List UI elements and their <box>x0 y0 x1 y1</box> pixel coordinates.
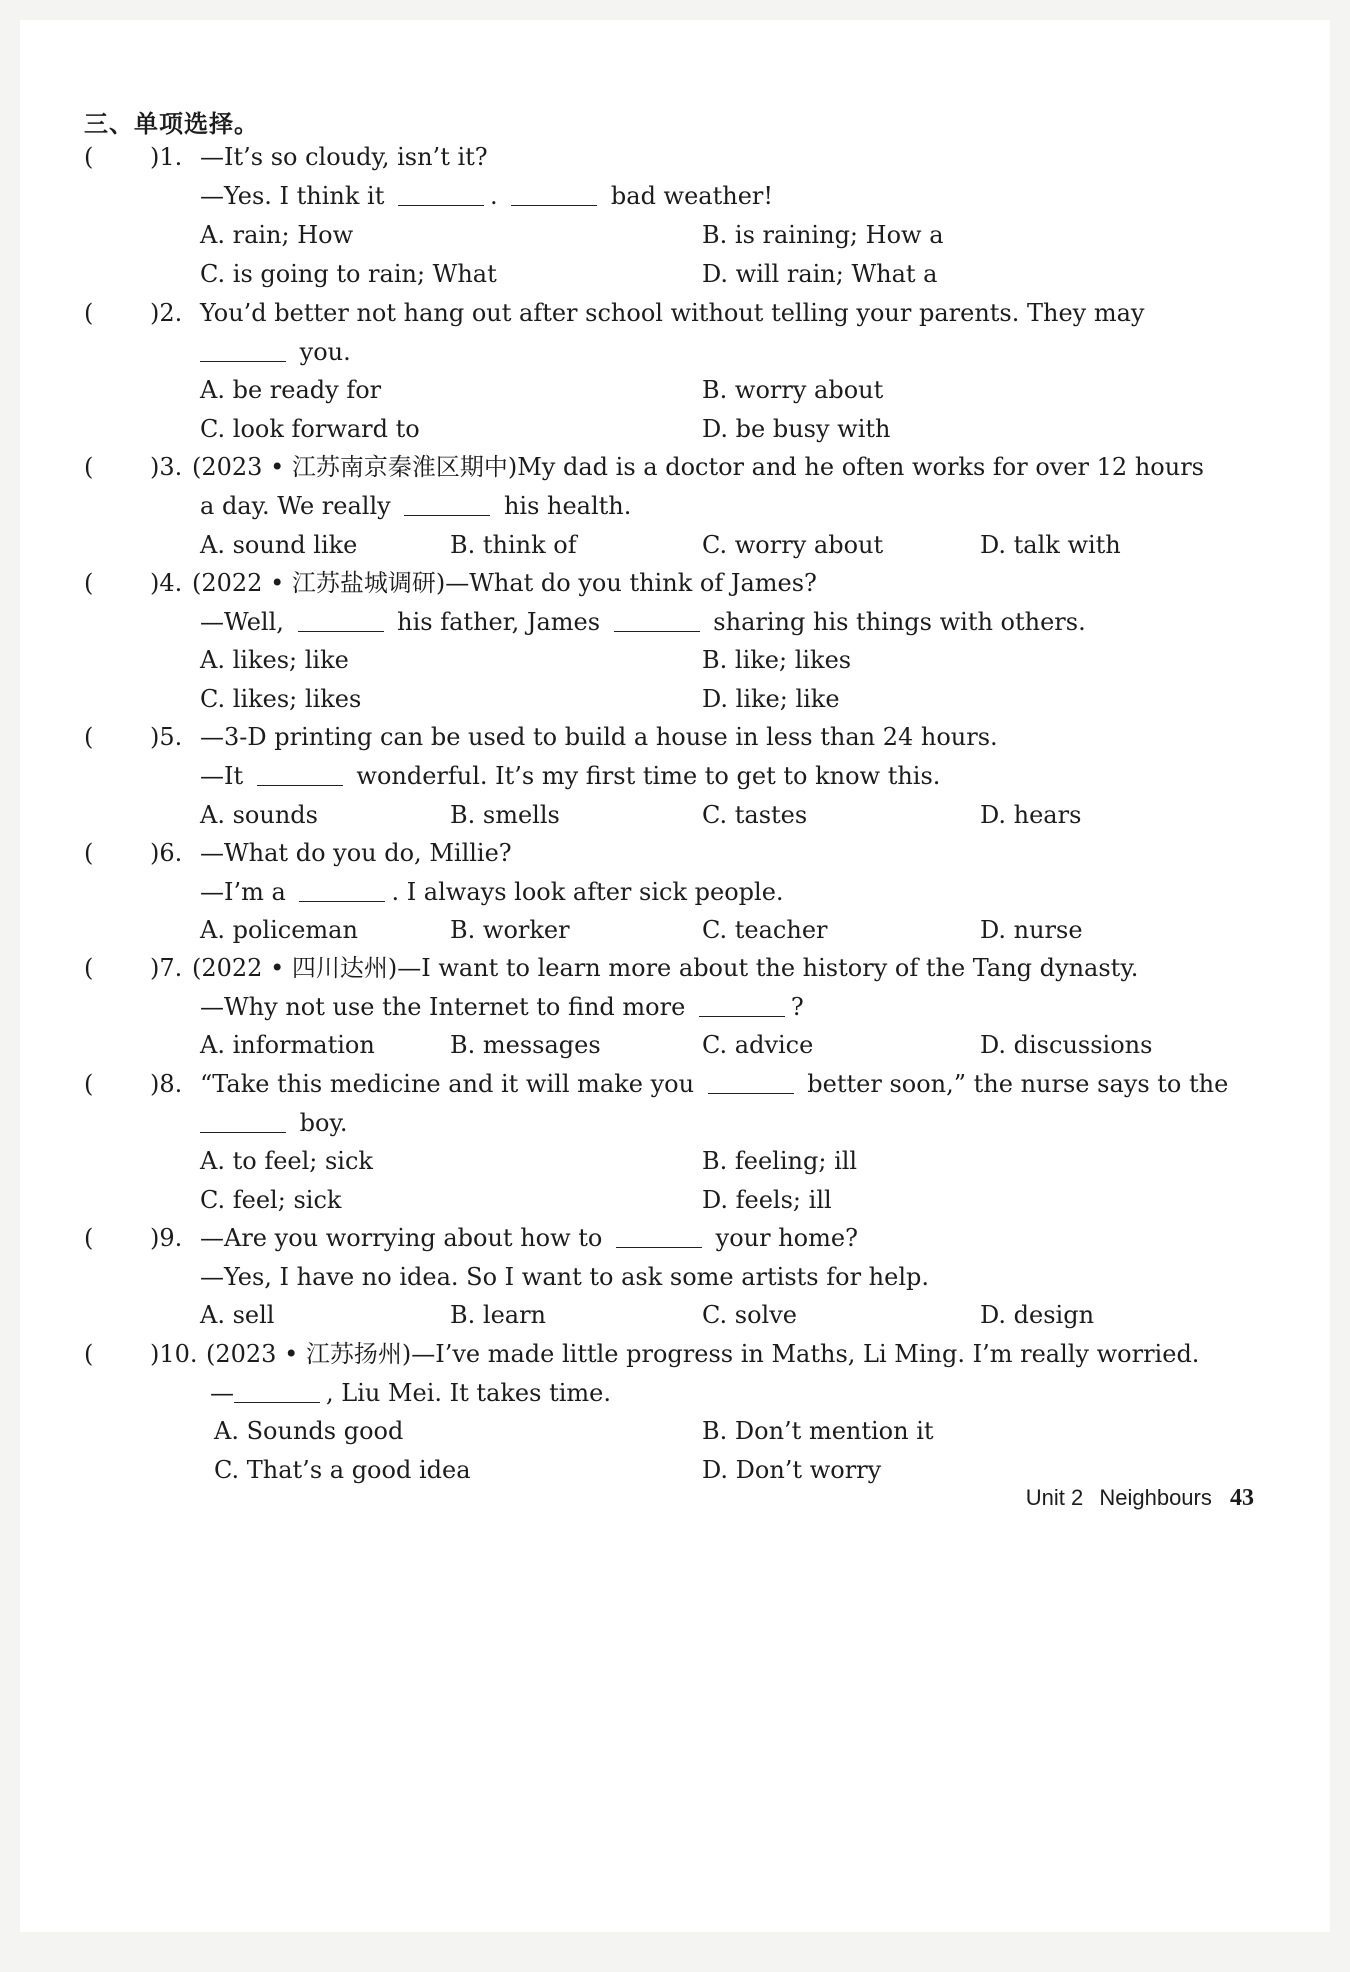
answer-blank <box>234 1401 320 1403</box>
option-a: A. policeman <box>200 916 358 944</box>
option-d: D. design <box>980 1301 1095 1329</box>
question-stem: (2023 • 江苏南京秦淮区期中)My dad is a doctor and he often works for over 12 hours <box>192 453 1204 481</box>
option-d: D. talk with <box>980 531 1121 559</box>
option-b: B. smells <box>450 801 560 829</box>
stem-text: you. <box>292 338 351 366</box>
question-stem-line <box>200 607 1086 637</box>
question-stem: (2023 • 江苏扬州)—I’ve made little progress in Maths, Li Ming. I’m really worried. <box>206 1340 1200 1368</box>
option-c: C. advice <box>702 1031 814 1059</box>
stem-text: his health. <box>496 492 632 520</box>
option-d: D. hears <box>980 801 1082 829</box>
answer-blank <box>257 784 343 786</box>
answer-paren: ( <box>84 1070 94 1098</box>
answer-paren: ( <box>84 569 94 597</box>
question-stem-line <box>200 337 351 367</box>
option-a: A. sound like <box>200 531 358 559</box>
answer-blank <box>299 900 385 902</box>
question-number: )7. <box>150 954 183 982</box>
question-number: )4. <box>150 569 183 597</box>
stem-text: “Take this medicine and it will make you <box>200 1070 702 1098</box>
unit-title: Neighbours <box>1099 1485 1212 1510</box>
stem-text: . I always look after sick people. <box>391 878 784 906</box>
option-a: A. likes; like <box>200 646 349 674</box>
option-c: C. worry about <box>702 531 884 559</box>
question-number: )6. <box>150 839 183 867</box>
option-a: A. information <box>200 1031 375 1059</box>
question-number: )10. <box>150 1340 198 1368</box>
answer-paren: ( <box>84 1224 94 1252</box>
option-a: A. sounds <box>200 801 318 829</box>
option-d: D. like; like <box>702 685 840 713</box>
option-d: D. be busy with <box>702 415 891 443</box>
question-stem-line <box>210 1378 611 1408</box>
question-stem-line <box>200 1069 1228 1099</box>
option-d: D. Don’t worry <box>702 1456 882 1484</box>
question-stem-line <box>200 992 804 1022</box>
question-stem-line <box>200 181 773 211</box>
question-number: )1. <box>150 143 183 171</box>
answer-paren: ( <box>84 299 94 327</box>
question-stem: —3-D printing can be used to build a house in less than 24 hours. <box>200 723 998 751</box>
answer-paren: ( <box>84 1340 94 1368</box>
option-c: C. solve <box>702 1301 797 1329</box>
stem-text: a day. We really <box>200 492 399 520</box>
option-b: B. worry about <box>702 376 884 404</box>
stem-text: —Are you worrying about how to <box>200 1224 611 1252</box>
answer-blank <box>616 1246 702 1248</box>
stem-text: ? <box>790 993 804 1021</box>
option-d: D. will rain; What a <box>702 260 938 288</box>
option-a: A. sell <box>200 1301 275 1329</box>
question-stem-line <box>200 877 784 907</box>
page-footer <box>1026 1485 1254 1512</box>
question-stem-line <box>200 491 631 521</box>
option-a: A. Sounds good <box>214 1417 404 1445</box>
option-b: B. messages <box>450 1031 601 1059</box>
stem-text: sharing his things with others. <box>705 608 1086 636</box>
question-stem: You’d better not hang out after school without telling your parents. They may <box>200 299 1145 327</box>
answer-paren: ( <box>84 954 94 982</box>
stem-text: —Yes. I think it <box>200 182 392 210</box>
option-d: D. feels; ill <box>702 1186 832 1214</box>
question-stem: (2022 • 四川达州)—I want to learn more about the history of the Tang dynasty. <box>192 954 1139 982</box>
stem-text: better soon,” the nurse says to the <box>799 1070 1229 1098</box>
question-stem: —It’s so cloudy, isn’t it? <box>200 143 488 171</box>
stem-text: —I’m a <box>200 878 294 906</box>
answer-blank <box>398 204 484 206</box>
answer-blank <box>404 514 490 516</box>
option-b: B. learn <box>450 1301 547 1329</box>
option-b: B. think of <box>450 531 577 559</box>
stem-text: your home? <box>708 1224 858 1252</box>
question-stem: —Yes, I have no idea. So I want to ask some artists for help. <box>200 1263 929 1291</box>
option-c: C. That’s a good idea <box>214 1456 471 1484</box>
option-a: A. to feel; sick <box>200 1147 373 1175</box>
answer-blank <box>298 630 384 632</box>
option-b: B. Don’t mention it <box>702 1417 934 1445</box>
question-stem-line <box>200 1223 858 1253</box>
answer-blank <box>614 630 700 632</box>
stem-text: boy. <box>292 1109 348 1137</box>
question-stem-line <box>200 1108 347 1138</box>
stem-text: — <box>210 1379 234 1407</box>
stem-text: —Well, <box>200 608 292 636</box>
option-b: B. feeling; ill <box>702 1147 858 1175</box>
question-number: )9. <box>150 1224 183 1252</box>
stem-text: —It <box>200 762 251 790</box>
question-number: )3. <box>150 453 183 481</box>
answer-blank <box>708 1092 794 1094</box>
answer-paren: ( <box>84 839 94 867</box>
option-a: A. be ready for <box>200 376 382 404</box>
option-b: B. like; likes <box>702 646 852 674</box>
question-stem: (2022 • 江苏盐城调研)—What do you think of James? <box>192 569 817 597</box>
question-number: )8. <box>150 1070 183 1098</box>
answer-paren: ( <box>84 453 94 481</box>
stem-text: . <box>490 182 506 210</box>
stem-text: bad weather! <box>603 182 774 210</box>
answer-blank <box>200 360 286 362</box>
stem-text: his father, James <box>389 608 608 636</box>
option-b: B. is raining; How a <box>702 221 944 249</box>
option-d: D. nurse <box>980 916 1083 944</box>
page-number: 43 <box>1230 1485 1254 1511</box>
option-c: C. teacher <box>702 916 828 944</box>
option-c: C. feel; sick <box>200 1186 342 1214</box>
stem-text: wonderful. It’s my first time to get to know this. <box>348 762 941 790</box>
option-c: C. tastes <box>702 801 808 829</box>
answer-blank <box>699 1015 785 1017</box>
question-stem-line <box>200 761 940 791</box>
worksheet-page <box>20 20 1330 1932</box>
stem-text: , Liu Mei. It takes time. <box>326 1379 611 1407</box>
answer-blank <box>511 204 597 206</box>
option-b: B. worker <box>450 916 570 944</box>
answer-paren: ( <box>84 143 94 171</box>
stem-text: —Why not use the Internet to find more <box>200 993 693 1021</box>
section-title: 三、单项选择。 <box>84 110 259 138</box>
option-d: D. discussions <box>980 1031 1153 1059</box>
question-number: )2. <box>150 299 183 327</box>
option-c: C. is going to rain; What <box>200 260 497 288</box>
option-a: A. rain; How <box>200 221 354 249</box>
answer-paren: ( <box>84 723 94 751</box>
option-c: C. likes; likes <box>200 685 362 713</box>
unit-label: Unit 2 <box>1025 1485 1084 1510</box>
option-c: C. look forward to <box>200 415 420 443</box>
answer-blank <box>200 1131 286 1133</box>
question-number: )5. <box>150 723 183 751</box>
question-stem: —What do you do, Millie? <box>200 839 512 867</box>
